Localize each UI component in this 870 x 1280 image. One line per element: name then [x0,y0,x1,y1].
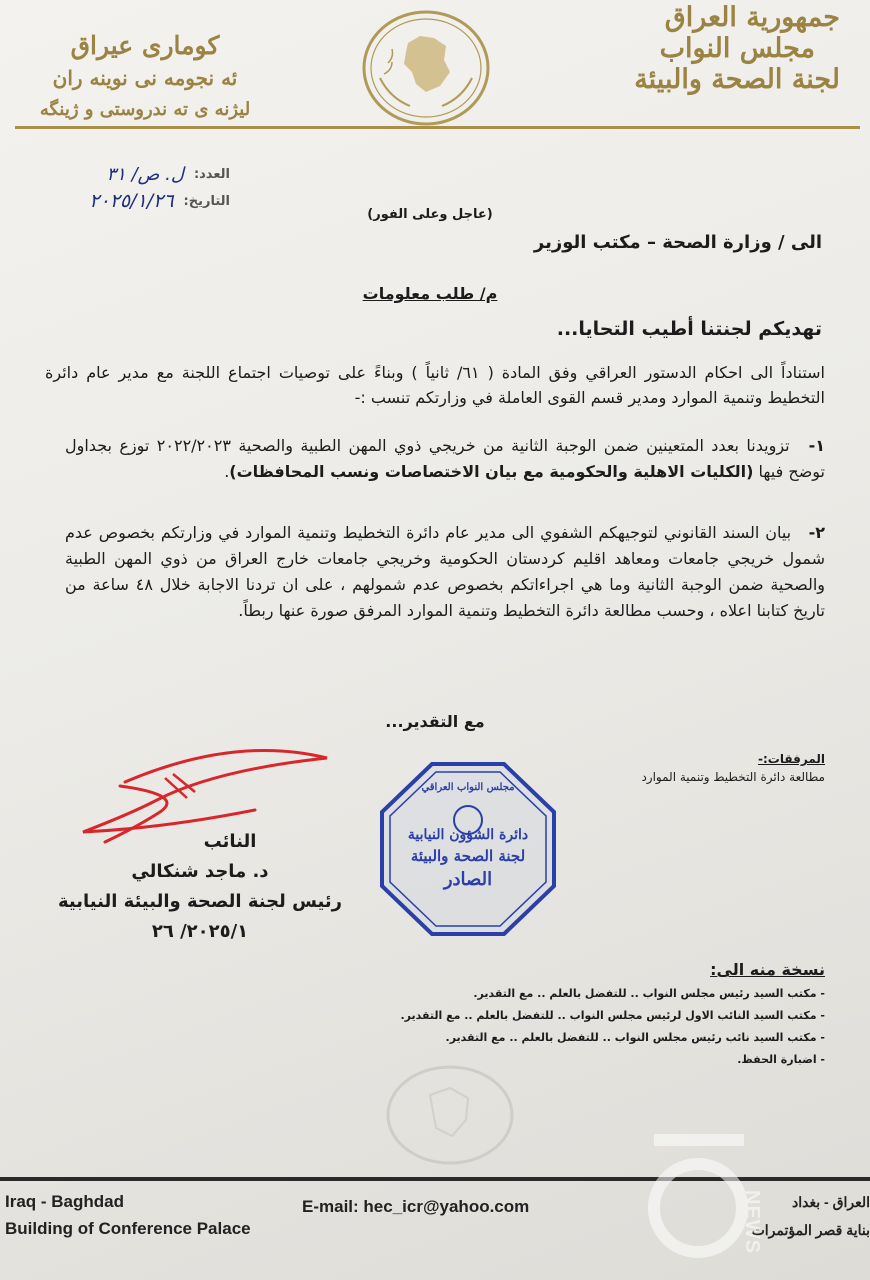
greeting-line: تهديكم لجنتنا أطيب التحايا... [556,318,822,340]
letterhead-arabic [634,2,840,95]
letterhead-arabic-line3: لجنة الصحة والبيئة [634,64,840,95]
signatory-block [50,827,350,947]
request-item-1-tail: . [224,462,230,481]
footer-left-line2: Building of Conference Palace [5,1219,251,1238]
recipient-line: الى / وزارة الصحة – مكتب الوزير [533,232,822,253]
letterhead-kurdish-line2: ئه نجومه نی نوینه ران [52,66,238,90]
request-item-1-bold: (الكليات الاهلية والحكومية مع بيان الاختصاصات ونسب المحافظات) [229,462,754,481]
ref-number-label: العدد: [193,166,230,182]
watermark-text: NEWS [741,1190,763,1254]
request-item-1-number: ١- [808,436,826,455]
request-item-2 [65,520,825,624]
cc-item: - مكتب السيد النائب الاول لرئيس مجلس النواب .. للتفضل بالعلم .. مع التقدير. [400,1009,825,1022]
embossed-seal-icon [380,1060,520,1170]
footer-left-line1: Iraq - Baghdad [5,1192,125,1211]
signatory-title: النائب [203,831,257,852]
signatory-position: رئيس لجنة الصحة والبيئة النيابية [57,891,342,912]
news-watermark [640,1130,790,1270]
request-item-1-text: تزويدنا بعدد المتعينين ضمن الوجبة الثانية من خريجي ذوي المهن الطبية والصحية ٢٠٢٢/٢٠٢٣ توزع بجداول توضح فيها [65,436,825,481]
request-item-2-number: ٢- [808,523,825,542]
urgency-note: (عاجل وعلى الفور) [367,207,493,222]
official-stamp [378,760,558,938]
cc-block [355,960,825,1071]
ref-date-label: التاريخ: [183,193,230,209]
letterhead-divider [15,126,860,129]
ref-date-value: ٢٠٢٥/١/٢٦ [89,190,174,212]
signatory-date: ٢٠٢٥/١/ ٢٦ [151,921,249,942]
request-item-1 [65,433,825,485]
letterhead-arabic-line2: مجلس النواب [659,33,815,64]
attachments-block [565,752,825,784]
stamp-line3: لجنة الصحة والبيئة [410,847,526,865]
footer-right-line2: بناية قصر المؤتمرات [751,1222,870,1238]
parliament-emblem-icon [360,8,492,128]
footer-email: E-mail: hec_icr@yahoo.com [302,1197,530,1216]
news-watermark-icon [640,1130,790,1270]
stamp-text [390,782,546,890]
cc-label: نسخة منه الى: [710,960,825,979]
request-item-2-text: بيان السند القانوني لتوجيهكم الشفوي الى مدير عام دائرة التخطيط وتنمية الموارد في وزارتكم بخصوص عدم شمول خريجي جامعات ومعاهد اقليم كردستان الحكومية وخريجي جامعات خارج العراق من ذوي المهن الطبية والصحية ضمن الوجبة الثانية وما هي اجراءاتكم بخصوص عدم شمولهم ، على ان تردنا الاجابة خلال ٤٨ ساعة من تاريخ كتابنا اعلاه ، وحسب مطالعة دائرة التخطيط وتنمية الموارد المرفق صورة عنها ربطاً. [65,523,826,620]
reference-block [30,162,230,216]
signatory-name: د. ماجد شنكالي [131,861,269,882]
intro-paragraph: استناداً الى احكام الدستور العراقي وفق المادة ( ٦١/ ثانياً ) وبناءً على توصيات اجتماع اللجنة مع مدير عام دائرة التخطيط وتنمية الموارد ومدير قسم القوى العاملة في وزارتكم تنسب :- [45,363,826,407]
cc-item: - مكتب السيد رئيس مجلس النواب .. للتفضل بالعلم .. مع التقدير. [473,987,825,1000]
attachments-label: المرفقات:- [758,752,825,766]
closing-line: مع التقدير... [385,712,485,731]
stamp-line4: الصادر [443,869,493,890]
attachments-item: مطالعة دائرة التخطيط وتنمية الموارد [641,770,825,784]
letterhead-arabic-line1: جمهورية العراق [664,2,840,33]
letterhead-kurdish-line3: لیژنه ی ته ندروستی و ژینگه [39,99,251,120]
stamp-line2: دائرة الشؤون النيابية [407,827,529,843]
cc-item: - مكتب السيد نائب رئيس مجلس النواب .. للتفضل بالعلم .. مع التقدير. [445,1031,825,1044]
footer-right-line1: العراق - بغداد [792,1194,870,1210]
subject-line: م/ طلب معلومات [362,284,498,303]
letterhead-kurdish-line1: كوماری عیراق [70,31,220,60]
ref-number-value: ل. ص/ ٣١ [106,163,184,185]
letterhead-kurdish [30,30,260,126]
cc-item: - اضبارة الحفظ. [737,1053,825,1066]
stamp-line1: مجلس النواب العراقي [421,782,515,793]
footer-address-en [5,1188,251,1242]
